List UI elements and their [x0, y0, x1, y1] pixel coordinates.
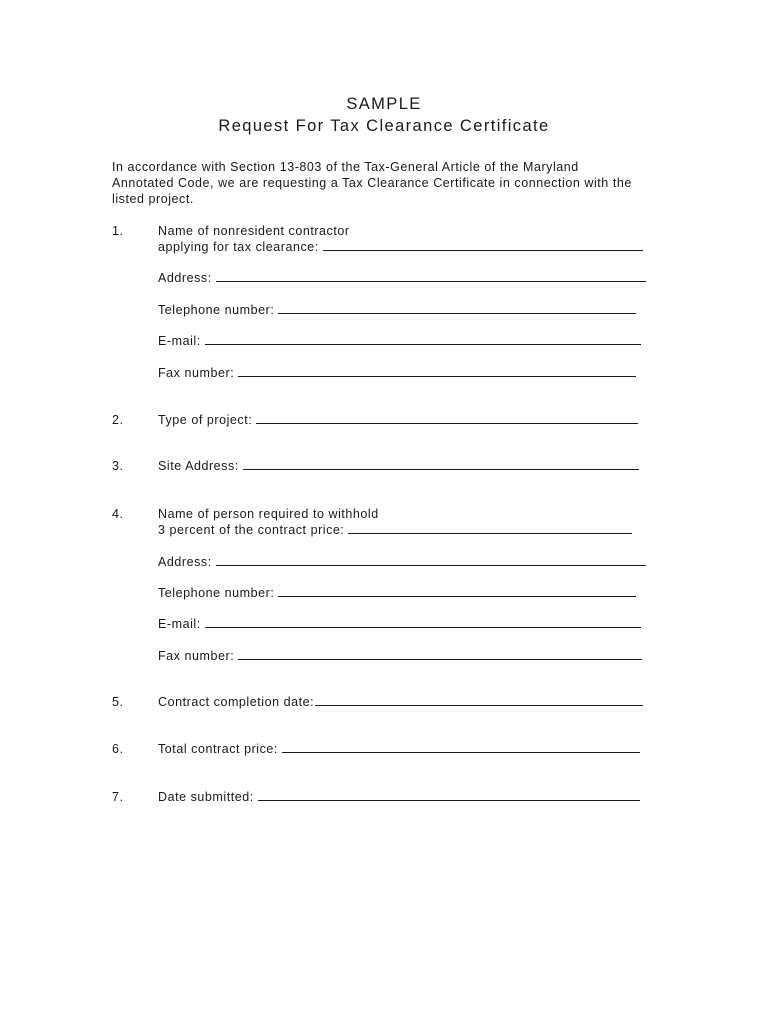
- item-4-fax-row: [158, 649, 642, 665]
- item-1-address-row: [158, 271, 646, 287]
- document-title: SAMPLE: [346, 95, 422, 113]
- item-1-fax-label: Fax number:: [158, 366, 235, 380]
- item-5-row: [158, 695, 643, 711]
- item-4-telephone-label: Telephone number:: [158, 586, 275, 600]
- item-2-number: 2.: [112, 413, 124, 427]
- item-3-row: [158, 459, 639, 475]
- item-4-email-field[interactable]: [205, 617, 641, 628]
- item-1-telephone-field[interactable]: [278, 303, 636, 314]
- item-2-label: Type of project:: [158, 413, 253, 427]
- item-3-site-address-field[interactable]: [243, 459, 639, 470]
- item-6-number: 6.: [112, 742, 124, 756]
- intro-line-3: listed project.: [112, 192, 194, 206]
- item-7-row: [158, 790, 640, 806]
- item-2-row: [158, 413, 638, 429]
- item-5-label: Contract completion date:: [158, 695, 315, 709]
- item-1-address-label: Address:: [158, 271, 212, 285]
- item-4-withholder-field[interactable]: [348, 523, 632, 534]
- item-1-label-line-2: applying for tax clearance:: [158, 240, 319, 254]
- item-1-email-field[interactable]: [205, 334, 641, 345]
- intro-line-1: In accordance with Section 13-803 of the Tax-General Article of the Maryland: [112, 160, 579, 174]
- item-1-fax-field[interactable]: [238, 366, 636, 377]
- item-4-address-field[interactable]: [216, 555, 646, 566]
- item-1-telephone-row: [158, 303, 636, 319]
- item-1-email-label: E-mail:: [158, 334, 201, 348]
- item-4-telephone-field[interactable]: [278, 586, 636, 597]
- item-1-email-row: [158, 334, 641, 350]
- item-4-number: 4.: [112, 507, 124, 521]
- item-3-label: Site Address:: [158, 459, 239, 473]
- item-1-contractor-name-field[interactable]: [323, 240, 643, 251]
- item-6-label: Total contract price:: [158, 742, 278, 756]
- item-7-number: 7.: [112, 790, 124, 804]
- item-7-date-submitted-field[interactable]: [258, 790, 640, 801]
- item-4-address-row: [158, 555, 646, 571]
- item-5-completion-date-field[interactable]: [315, 695, 643, 706]
- item-2-project-type-field[interactable]: [256, 413, 638, 424]
- item-4-label-line-1: Name of person required to withhold: [158, 507, 379, 521]
- item-1-address-field[interactable]: [216, 271, 646, 282]
- intro-line-2: Annotated Code, we are requesting a Tax Clearance Certificate in connection with the: [112, 176, 632, 190]
- item-1-telephone-label: Telephone number:: [158, 303, 275, 317]
- document-subtitle: Request For Tax Clearance Certificate: [218, 117, 550, 135]
- item-4-email-label: E-mail:: [158, 617, 201, 631]
- item-3-number: 3.: [112, 459, 124, 473]
- item-1-contractor-name-row: [158, 240, 643, 256]
- item-7-label: Date submitted:: [158, 790, 254, 804]
- item-4-email-row: [158, 617, 641, 633]
- item-6-contract-price-field[interactable]: [282, 742, 640, 753]
- item-1-fax-row: [158, 366, 636, 382]
- item-4-fax-field[interactable]: [238, 649, 642, 660]
- item-4-withholder-row: [158, 523, 632, 539]
- item-4-telephone-row: [158, 586, 636, 602]
- item-5-number: 5.: [112, 695, 124, 709]
- item-4-address-label: Address:: [158, 555, 212, 569]
- item-4-fax-label: Fax number:: [158, 649, 235, 663]
- intro-paragraph: [112, 159, 632, 207]
- item-1-label-line-1: Name of nonresident contractor: [158, 224, 350, 238]
- item-6-row: [158, 742, 640, 758]
- item-1-number: 1.: [112, 224, 124, 238]
- item-4-label-line-2: 3 percent of the contract price:: [158, 523, 345, 537]
